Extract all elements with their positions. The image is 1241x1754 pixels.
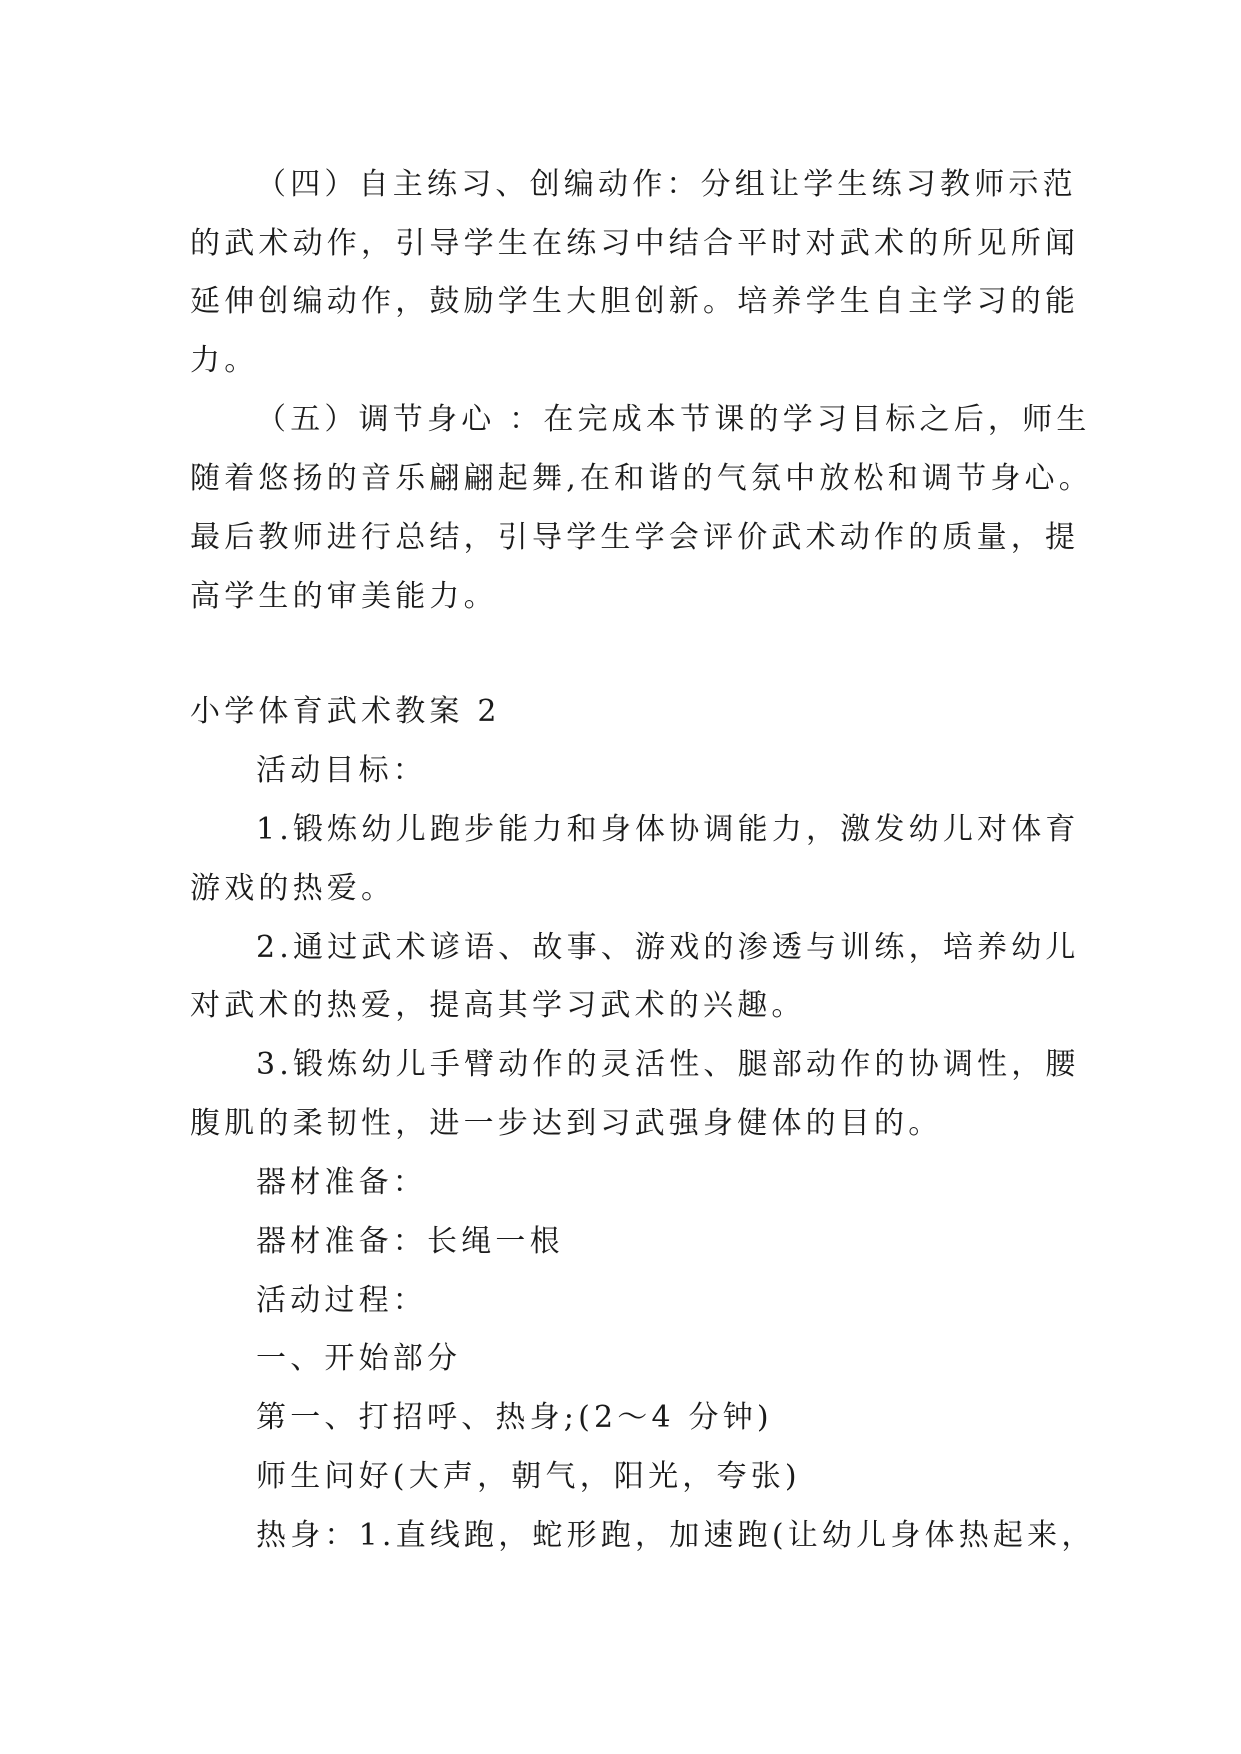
paragraph-5-line-1: （五）调节身心 ：在完成本节课的学习目标之后，师生 — [256, 402, 1091, 437]
goal-3-line-2: 腹肌的柔韧性，进一步达到习武强身健体的目的。 — [190, 1106, 943, 1141]
paragraph-4-line-2: 的武术动作，引导学生在练习中结合平时对武术的所见所闻 — [190, 226, 1080, 261]
paragraph-5-line-4: 高学生的审美能力。 — [190, 579, 498, 614]
goal-2-line-1: 2.通过武术谚语、故事、游戏的渗透与训练，培养幼儿 — [256, 930, 1080, 965]
paragraph-4-line-1: （四）自主练习、创编动作：分组让学生练习教师示范 — [256, 167, 1077, 202]
paragraph-4-line-4: 力。 — [190, 343, 259, 378]
process-warmup: 热身：1.直线跑，蛇形跑，加速跑(让幼儿身体热起来， — [256, 1518, 1096, 1553]
process-greeting: 师生问好(大声，朝气，阳光，夸张) — [256, 1459, 801, 1494]
paragraph-5-line-2: 随着悠扬的音乐翩翩起舞,在和谐的气氛中放松和调节身心。 — [190, 461, 1093, 496]
goal-1-line-2: 游戏的热爱。 — [190, 871, 396, 906]
paragraph-5-line-3: 最后教师进行总结，引导学生学会评价武术动作的质量，提 — [190, 520, 1080, 555]
materials-heading: 器材准备： — [256, 1165, 427, 1200]
goal-2-line-2: 对武术的热爱，提高其学习武术的兴趣。 — [190, 988, 806, 1023]
activity-goals-heading: 活动目标： — [256, 753, 427, 788]
goal-1-line-1: 1.锻炼幼儿跑步能力和身体协调能力，激发幼儿对体育 — [256, 812, 1080, 847]
goal-3-line-1: 3.锻炼幼儿手臂动作的灵活性、腿部动作的协调性，腰 — [256, 1047, 1080, 1082]
materials-detail: 器材准备：长绳一根 — [256, 1224, 564, 1259]
section-title: 小学体育武术教案 2 — [190, 694, 501, 729]
process-heading: 活动过程： — [256, 1283, 427, 1318]
paragraph-4-line-3: 延伸创编动作，鼓励学生大胆创新。培养学生自主学习的能 — [190, 284, 1080, 319]
process-part-1: 一、开始部分 — [256, 1341, 462, 1376]
process-step-1: 第一、打招呼、热身;(2～4 分钟) — [256, 1400, 773, 1435]
